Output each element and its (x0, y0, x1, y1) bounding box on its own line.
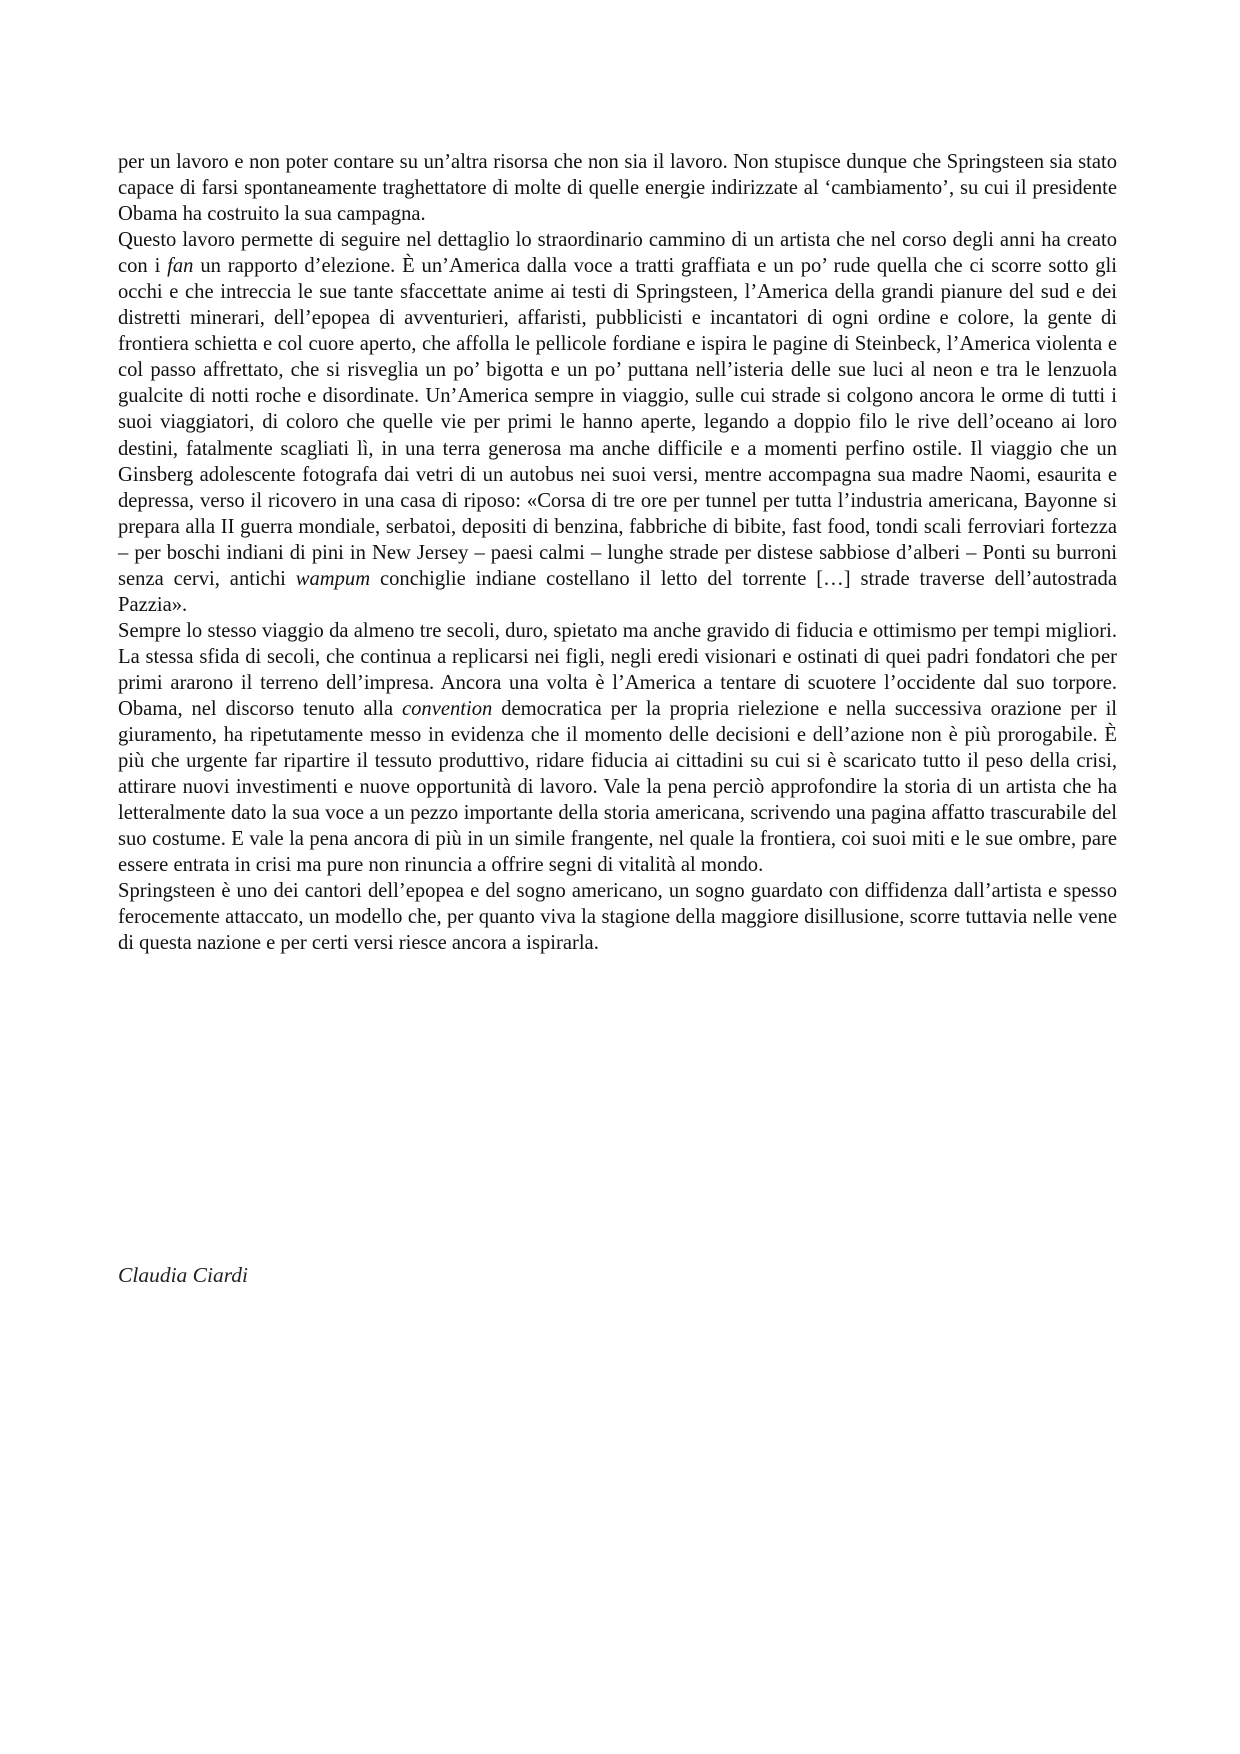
body-text (118, 149, 1117, 956)
paragraph-text: conchiglie indiane costellano il letto del torrente […] strade traverse dell’autostrada Pazzia». (118, 567, 1117, 616)
italic-term-wampum: wampum (295, 567, 371, 590)
paragraph-4 (118, 878, 1117, 956)
paragraph-text: Sempre lo stesso viaggio da almeno tre secoli, duro, spietato ma anche gravido di fiducia e ottimismo per tempi migliori. La stessa sfida di secoli, che continua a replicarsi nei figli, negli eredi visionari e ostinati di quei padri fondatori che per primi ararono il terreno dell’impresa. Ancora una volta è l’America a tentare di scuotere l’occidente dal suo torpore. Obama, nel discorso tenuto alla (118, 619, 1117, 720)
paragraph-text: Questo lavoro permette di seguire nel dettaglio lo straordinario cammino di un artista che nel corso degli anni ha creato con i (118, 229, 1117, 278)
paragraph-text: per un lavoro e non poter contare su un’altra risorsa che non sia il lavoro. Non stupisce dunque che Springsteen sia stato capace di farsi spontaneamente traghettatore di molte di quelle energie indirizzate al ‘cambiamento’, su cui il presidente Obama ha costruito la sua campagna. (118, 151, 1117, 226)
italic-term-convention: convention (401, 697, 493, 720)
paragraph-3 (118, 618, 1117, 878)
paragraph-1 (118, 149, 1117, 227)
author-signature: Claudia Ciardi (118, 1263, 249, 1287)
paragraph-2 (118, 227, 1117, 618)
italic-term-fan: fan (167, 255, 194, 278)
paragraph-text: democratica per la propria rielezione e nella successiva orazione per il giuramento, ha ripetutamente messo in evidenza che il momento delle decisioni e dell’azione non è più prorogabile. È più che urgente far ripartire il tessuto produttivo, ridare fiducia ai cittadini su cui si è scaricato tutto il peso della crisi, attirare nuovi investimenti e nuove opportunità di lavoro. Vale la pena perciò approfondire la storia di un artista che ha letteralmente dato la sua voce a un pezzo importante della storia americana, scrivendo una pagina affatto trascurabile del suo costume. E vale la pena ancora di più in un simile frangente, nel quale la frontiera, coi suoi miti e le sue ombre, pare essere entrata in crisi ma pure non rinuncia a offrire segni di vitalità al mondo. (118, 697, 1118, 877)
paragraph-text: un rapporto d’elezione. È un’America dalla voce a tratti graffiata e un po’ rude quella che ci scorre sotto gli occhi e che intreccia le sue tante sfaccettate anime ai testi di Springsteen, l’America della grandi pianure del sud e dei distretti minerari, dell’epopea di avventurieri, affaristi, pubblicisti e incantatori di ogni ordine e colore, la gente di frontiera schietta e col cuore aperto, che affolla le pellicole fordiane e ispira le pagine di Steinbeck, l’America violenta e col passo affrettato, che si risveglia un po’ bigotta e un po’ puttana nell’isteria delle sue luci al neon e tra le lenzuola gualcite di notti roche e disordinate. Un’America sempre in viaggio, sulle cui strade si colgono ancora le orme di tutti i suoi viaggiatori, di coloro che quelle vie per primi le hanno aperte, legando a doppio filo le rive dell’oceano ai loro destini, fatalmente scagliati lì, in una terra generosa ma anche difficile e a momenti perfino ostile. Il viaggio che un Ginsberg adolescente fotografa dai vetri di un autobus nei suoi versi, mentre accompagna sua madre Naomi, esaurita e depressa, verso il ricovero in una casa di riposo: «Corsa di tre ore per tunnel per tutta l’industria americana, Bayonne si prepara alla II guerra mondiale, serbatoi, depositi di benzina, fabbriche di bibite, fast food, tondi scali ferroviari fortezza – per boschi indiani di pini in New Jersey – paesi calmi – lunghe strade per distese sabbiose d’alberi – Ponti su burroni senza cervi, antichi (118, 255, 1117, 590)
paragraph-text: Springsteen è uno dei cantori dell’epopea e del sogno americano, un sogno guardato con diffidenza dall’artista e spesso ferocemente attaccato, un modello che, per quanto viva la stagione della maggiore disillusione, scorre tuttavia nelle vene di questa nazione e per certi versi riesce ancora a ispirarla. (118, 880, 1117, 955)
